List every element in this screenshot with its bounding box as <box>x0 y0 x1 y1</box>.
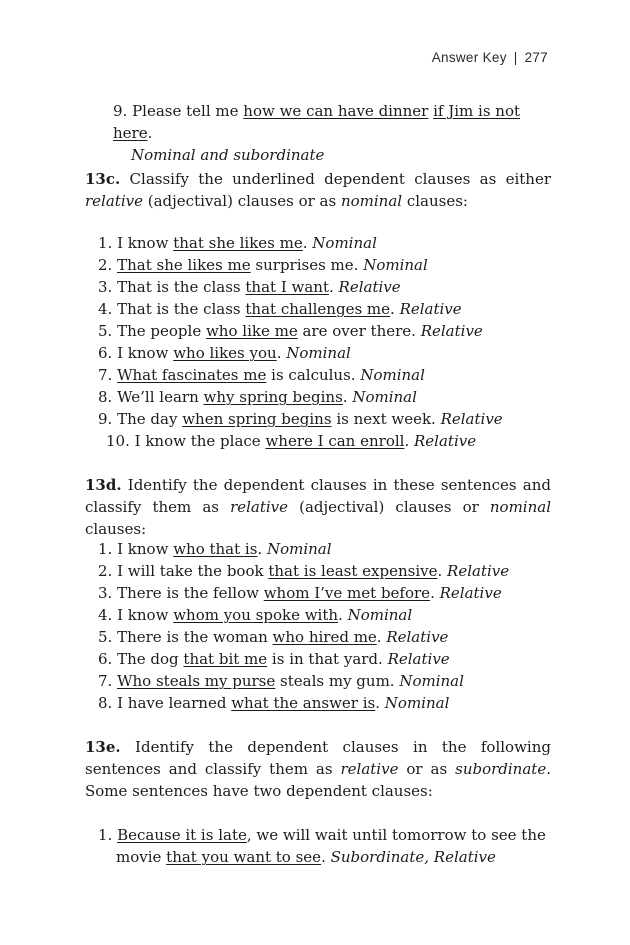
section-label: 13d. <box>85 476 122 494</box>
item-answer: Nominal <box>384 694 450 712</box>
item-text: movie <box>116 848 167 866</box>
item-text: . <box>342 388 353 406</box>
item-answer: Relative <box>387 650 450 668</box>
instruction-text: Identify the dependent clauses in the following sentences and classify them as <box>85 738 551 778</box>
item-text: is next week. <box>331 410 441 428</box>
list-item <box>98 276 551 298</box>
list-item <box>98 560 551 582</box>
underlined-clause: that bit me <box>183 650 268 668</box>
item-number: 1. <box>98 234 113 252</box>
instruction-text: (adjectival) clauses or as <box>142 192 341 210</box>
underlined-clause: who like me <box>205 322 298 340</box>
item-text: I will take the book <box>117 562 269 580</box>
item-number: 2. <box>98 562 113 580</box>
instruction-text: or as <box>398 760 456 778</box>
underlined-clause: that you want to see <box>166 848 322 866</box>
list-item <box>98 320 551 342</box>
item-text: . <box>321 848 331 866</box>
list-item <box>98 386 551 408</box>
item-text: . <box>437 562 448 580</box>
list-item <box>98 604 551 626</box>
underlined-clause: whom you spoke with <box>173 606 339 624</box>
underlined-clause: that she likes me <box>173 234 303 252</box>
section-13e-instructions <box>85 736 551 802</box>
list-item <box>98 298 551 320</box>
item-text: There is the woman <box>117 628 273 646</box>
item-answer: Nominal <box>266 540 332 558</box>
instruction-emphasis: subordinate <box>455 760 547 778</box>
item-number: 2. <box>98 256 113 274</box>
instruction-emphasis: nominal <box>489 498 551 516</box>
underlined-clause: that is least expensive <box>268 562 438 580</box>
item-text: . <box>276 344 287 362</box>
item-text: , we will wait until tomorrow to see the <box>246 826 546 844</box>
item-text: I know <box>117 606 174 624</box>
item-text: . <box>375 694 385 712</box>
instruction-text: . Some sentences have two dependent clauses: <box>85 760 551 800</box>
item-text: . <box>376 628 387 646</box>
instruction-emphasis: nominal <box>340 192 403 210</box>
item-answer: Nominal <box>360 366 425 384</box>
item-answer: Relative <box>439 584 502 602</box>
item-answer: Relative <box>440 410 503 428</box>
item-answer: Relative <box>420 322 483 340</box>
item-text: is calculus. <box>266 366 361 384</box>
item-text: steals my gum. <box>275 672 400 690</box>
underlined-clause: that challenges me <box>245 300 391 318</box>
list-item <box>98 582 551 604</box>
underlined-clause: that I want <box>245 278 329 296</box>
item-number: 3. <box>98 584 113 602</box>
item-number: 1. <box>98 826 113 844</box>
item-text: Please tell me <box>132 102 244 120</box>
list-item <box>98 670 551 692</box>
item-number: 1. <box>98 540 113 558</box>
underlined-clause: who likes you <box>173 344 277 362</box>
underlined-clause: That she likes me <box>117 256 251 274</box>
underlined-clause: how we can have dinner <box>243 102 429 120</box>
item-number: 7. <box>98 672 113 690</box>
list-item <box>98 408 551 430</box>
item-text: That is the class <box>117 278 246 296</box>
item-text: . <box>302 234 313 252</box>
item-text: . <box>257 540 267 558</box>
item-answer: Relative <box>386 628 449 646</box>
item-answer: Relative <box>338 278 401 296</box>
instruction-text: clauses: <box>85 520 147 538</box>
list-item <box>98 342 551 364</box>
list-item <box>113 100 551 166</box>
item-text: . <box>329 278 339 296</box>
item-text: I know <box>117 344 174 362</box>
item-text: I have learned <box>117 694 232 712</box>
instruction-emphasis: relative <box>230 498 289 516</box>
underlined-clause: what the answer is <box>231 694 376 712</box>
underlined-clause: where I can enroll <box>265 432 405 450</box>
item-answer: Nominal <box>286 344 351 362</box>
item-number: 7. <box>98 366 113 384</box>
item-text: . <box>430 584 440 602</box>
instruction-text: Classify the underlined dependent clauses as either <box>120 170 551 188</box>
item-text: The dog <box>117 650 184 668</box>
item-text: The people <box>117 322 206 340</box>
header-separator: | <box>513 50 518 65</box>
item-number: 4. <box>98 606 113 624</box>
item-number: 8. <box>98 694 113 712</box>
item-number: 9. <box>98 410 113 428</box>
item-text: We’ll learn <box>117 388 204 406</box>
list-item <box>98 648 551 670</box>
item-text: I know the place <box>134 432 266 450</box>
section-13d-instructions <box>85 474 551 540</box>
item-text: I know <box>117 540 174 558</box>
item-number: 8. <box>98 388 113 406</box>
item-answer: Nominal <box>363 256 428 274</box>
instruction-text: (adjectival) clauses or <box>288 498 490 516</box>
item-number: 6. <box>98 344 113 362</box>
underlined-clause: who that is <box>173 540 258 558</box>
header-title: Answer Key <box>431 50 507 65</box>
item-answer: Nominal <box>312 234 377 252</box>
item-text: is in that yard. <box>267 650 388 668</box>
section-label: 13e. <box>85 738 121 756</box>
underlined-clause: Who steals my purse <box>117 672 276 690</box>
list-item <box>98 254 551 276</box>
underlined-clause: why spring begins <box>203 388 343 406</box>
instruction-emphasis: relative <box>85 192 143 210</box>
item-answer: Subordinate, Relative <box>330 848 496 866</box>
item-answer: Nominal <box>352 388 417 406</box>
list-item <box>98 232 551 254</box>
list-item <box>98 692 551 714</box>
section-label: 13c. <box>85 170 121 188</box>
item-answer: Nominal and subordinate <box>131 146 325 164</box>
item-answer: Relative <box>447 562 510 580</box>
item-text: . <box>147 124 153 142</box>
item-text: are over there. <box>297 322 421 340</box>
underlined-clause: if Jim is not here <box>113 102 521 142</box>
item-answer: Relative <box>414 432 477 450</box>
list-item <box>98 626 551 648</box>
item-text: . <box>390 300 400 318</box>
underlined-clause: What fascinates me <box>117 366 267 384</box>
item-number: 10. <box>106 432 130 450</box>
item-text: . <box>338 606 348 624</box>
list-item <box>98 364 551 386</box>
underlined-clause: Because it is late <box>117 826 247 844</box>
underlined-clause: who hired me <box>272 628 377 646</box>
section-13c-instructions <box>85 168 551 212</box>
item-text: . <box>404 432 414 450</box>
item-number: 4. <box>98 300 113 318</box>
item-number: 5. <box>98 628 113 646</box>
item-text: There is the fellow <box>117 584 264 602</box>
item-answer: Relative <box>399 300 462 318</box>
item-number: 5. <box>98 322 113 340</box>
item-number: 9. <box>113 102 128 120</box>
instruction-text: Identify the dependent clauses in these sentences and classify them as <box>85 476 551 516</box>
underlined-clause: when spring begins <box>182 410 332 428</box>
instruction-emphasis: relative <box>340 760 399 778</box>
running-header <box>432 50 548 65</box>
item-text: The day <box>117 410 183 428</box>
list-item <box>98 824 551 868</box>
item-answer: Nominal <box>347 606 413 624</box>
item-number: 3. <box>98 278 113 296</box>
item-text: That is the class <box>117 300 246 318</box>
item-answer: Nominal <box>399 672 464 690</box>
instruction-text: clauses: <box>402 192 468 210</box>
list-item <box>98 538 551 560</box>
item-text: surprises me. <box>250 256 364 274</box>
list-item <box>106 430 559 452</box>
page-number: 277 <box>524 50 548 65</box>
item-number: 6. <box>98 650 113 668</box>
underlined-clause: whom I’ve met before <box>263 584 431 602</box>
item-text: I know <box>117 234 174 252</box>
